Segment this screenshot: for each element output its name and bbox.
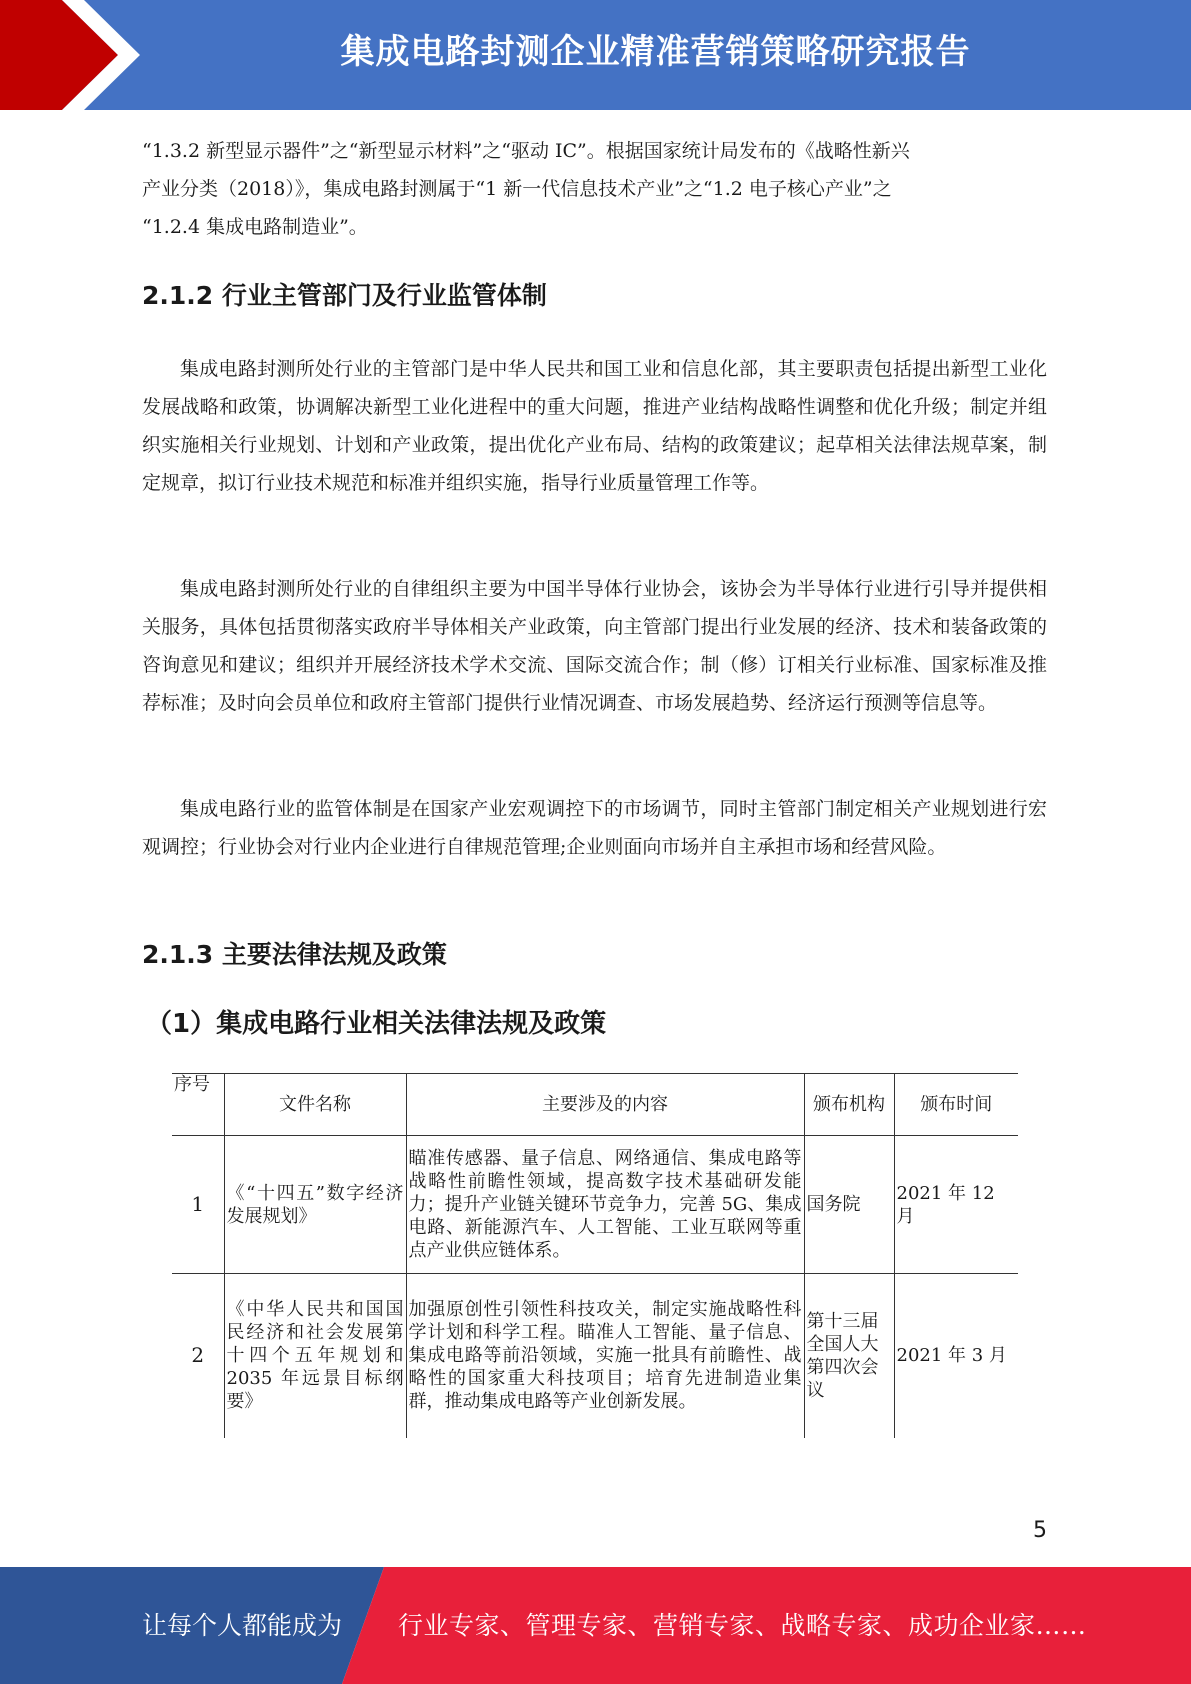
header-title: 集成电路封测企业精准营销策略研究报告	[340, 32, 971, 72]
paragraph-association: 集成电路封测所处行业的自律组织主要为中国半导体行业协会，该协会为半导体行业进行引导并提供相关服务，具体包括贯彻落实政府半导体相关产业政策，向主管部门提出行业发展的经济、技术和装备政策的咨询意见和建议；组织并开展经济技术学术交流、国际交流合作；制（修）订相关行业标准、国家标准及推荐标准；及时向会员单位和政府主管部门提供行业情况调查、市场发展趋势、经济运行预测等信息等。	[142, 578, 1047, 714]
subsection-heading-1: （1）集成电路行业相关法律法规及政策	[146, 1009, 607, 1039]
table-header-row	[172, 1074, 1018, 1136]
cell-org: 国务院	[804, 1136, 894, 1274]
cell-content: 加强原创性引领性科技攻关，制定实施战略性科学计划和科学工程。瞄准人工智能、量子信息、集成电路等前沿领域，实施一批具有前瞻性、战略性的国家重大科技项目；培育先进制造业集群，推动集成电路等产业创新发展。	[406, 1274, 804, 1438]
page-header	[0, 0, 1191, 110]
page-number: 5	[1033, 1518, 1047, 1543]
cell-content: 瞄准传感器、量子信息、网络通信、集成电路等战略性前瞻性领域，提高数字技术基础研发能力；提升产业链关键环节竞争力，完善 5G、集成电路、新能源汽车、人工智能、工业互联网等重点产业供应链体系。	[406, 1136, 804, 1274]
cell-name: 《中华人民共和国国民经济和社会发展第十四个五年规划和 2035 年远景目标纲要》	[224, 1274, 406, 1438]
header-arrow-decoration	[0, 0, 160, 110]
paragraph-regulation: 集成电路行业的监管体制是在国家产业宏观调控下的市场调节，同时主管部门制定相关产业规划进行宏观调控；行业协会对行业内企业进行自律规范管理;企业则面向市场并自主承担市场和经营风险。	[142, 798, 1047, 858]
intro-line: “1.2.4 集成电路制造业”。	[142, 216, 368, 238]
column-header-content: 主要涉及的内容	[406, 1074, 804, 1136]
intro-line: 产业分类（2018）》，集成电路封测属于“1 新一代信息技术产业”之“1.2 电子核心产业”之	[142, 178, 892, 200]
footer-slogan-right: 行业专家、管理专家、营销专家、战略专家、成功企业家……	[398, 1611, 1087, 1640]
intro-paragraph	[142, 132, 1047, 246]
section-heading-2-1-2: 2.1.2 行业主管部门及行业监管体制	[142, 281, 547, 310]
column-header-date: 颁布时间	[894, 1074, 1018, 1136]
cell-date: 2021 年 3 月	[894, 1274, 1018, 1438]
policy-table	[172, 1073, 1018, 1438]
paragraph-authority: 集成电路封测所处行业的主管部门是中华人民共和国工业和信息化部，其主要职责包括提出新型工业化发展战略和政策，协调解决新型工业化进程中的重大问题，推进产业结构战略性调整和优化升级；制定并组织实施相关行业规划、计划和产业政策，提出优化产业布局、结构的政策建议；起草相关法律法规草案，制定规章，拟订行业技术规范和标准并组织实施，指导行业质量管理工作等。	[142, 358, 1047, 494]
cell-org: 第十三届全国人大第四次会议	[804, 1274, 894, 1438]
column-header-seq: 序号	[172, 1074, 224, 1136]
footer-slogan-left: 让每个人都能成为	[142, 1611, 343, 1640]
column-header-org: 颁布机构	[804, 1074, 894, 1136]
cell-seq: 1	[172, 1136, 224, 1274]
cell-name: 《“十四五”数字经济发展规划》	[224, 1136, 406, 1274]
table-row	[172, 1274, 1018, 1438]
table-row	[172, 1136, 1018, 1274]
cell-date: 2021 年 12 月	[894, 1136, 1018, 1274]
column-header-name: 文件名称	[224, 1074, 406, 1136]
page-footer	[0, 1567, 1191, 1684]
section-heading-2-1-3: 2.1.3 主要法律法规及政策	[142, 940, 447, 969]
cell-seq: 2	[172, 1274, 224, 1438]
intro-line: “1.3.2 新型显示器件”之“新型显示材料”之“驱动 IC”。根据国家统计局发布的《战略性新兴	[142, 140, 910, 162]
